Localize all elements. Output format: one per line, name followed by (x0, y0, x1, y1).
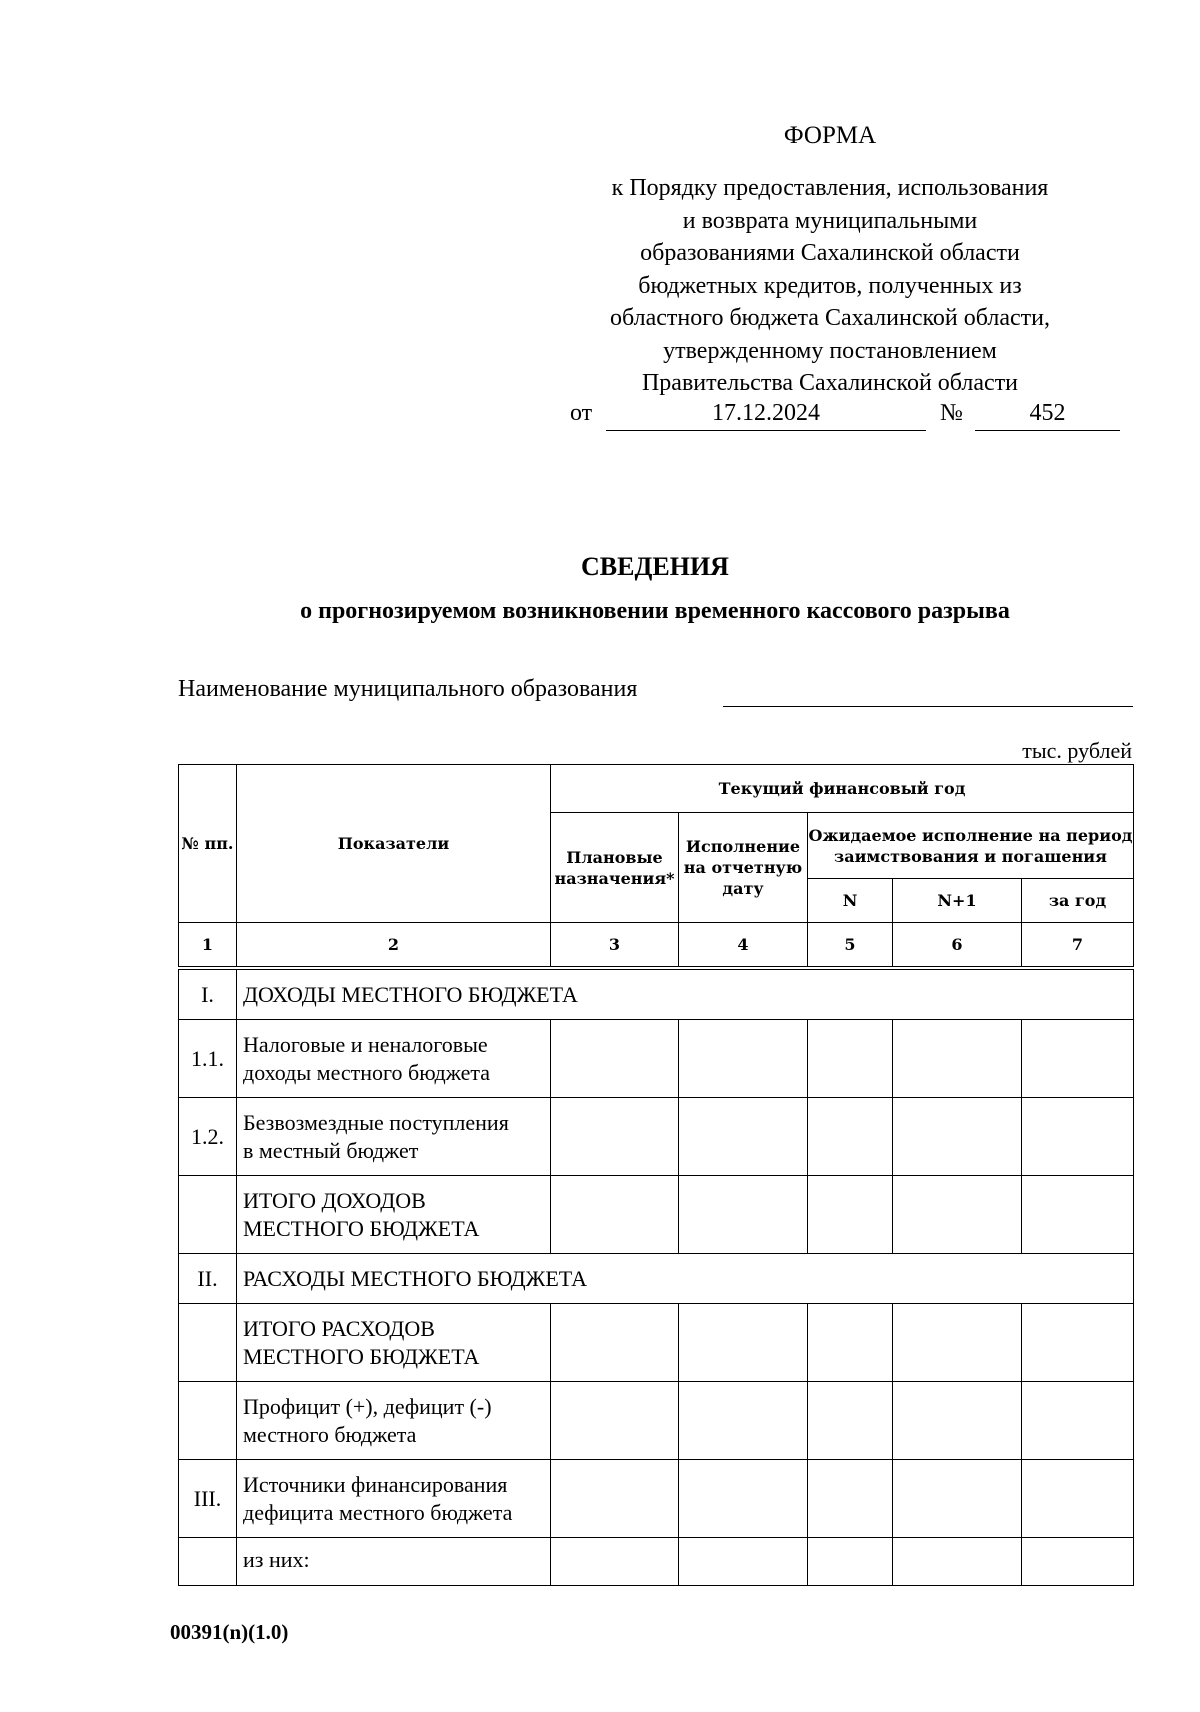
table-row (179, 1460, 1134, 1538)
column-number: 3 (551, 923, 679, 967)
value-cell[interactable] (893, 1176, 1022, 1254)
row-label-line: дефицита местного бюджета (243, 1499, 513, 1525)
resolution-date-line (570, 400, 1130, 436)
column-number: 4 (679, 923, 808, 967)
value-cell[interactable] (551, 1098, 679, 1176)
municipality-name-label: Наименование муниципального образования (178, 676, 638, 702)
value-cell[interactable] (808, 1020, 893, 1098)
row-label (237, 1098, 551, 1176)
header-current-year: Текущий финансовый год (551, 765, 1134, 813)
row-label-line: местного бюджета (243, 1421, 417, 1447)
reference-line: областного бюджета Сахалинской области, (610, 305, 1050, 331)
reference-line: Правительства Сахалинской области (641, 370, 1019, 396)
row-label-line: Источники финансирования (243, 1471, 508, 1497)
row-label (237, 1020, 551, 1098)
form-reference (560, 172, 1100, 400)
header-expected: Ожидаемое исполнение на период заимствования и погашения (808, 813, 1134, 879)
row-label-line: МЕСТНОГО БЮДЖЕТА (243, 1343, 480, 1369)
resolution-number: 452 (975, 400, 1120, 431)
value-cell[interactable] (893, 1460, 1022, 1538)
column-number: 6 (893, 923, 1022, 967)
row-label (237, 1382, 551, 1460)
header-year: за год (1022, 879, 1134, 923)
value-cell[interactable] (679, 1382, 808, 1460)
municipality-name-field[interactable] (723, 676, 1133, 707)
value-cell[interactable] (808, 1382, 893, 1460)
value-cell[interactable] (679, 1304, 808, 1382)
row-label-line: ИТОГО РАСХОДОВ (243, 1315, 435, 1341)
resolution-date: 17.12.2024 (606, 400, 926, 431)
form-label: ФОРМА (783, 122, 877, 149)
section-title: РАСХОДЫ МЕСТНОГО БЮДЖЕТА (237, 1254, 1134, 1304)
value-cell[interactable] (551, 1020, 679, 1098)
row-number (179, 1304, 237, 1382)
column-number: 1 (179, 923, 237, 967)
row-label-line: ИТОГО ДОХОДОВ (243, 1187, 426, 1213)
units-label: тыс. рублей (1022, 738, 1132, 763)
value-cell[interactable] (893, 1098, 1022, 1176)
header-n1: N+1 (893, 879, 1022, 923)
row-number: I. (179, 970, 237, 1020)
value-cell[interactable] (551, 1304, 679, 1382)
value-cell[interactable] (679, 1460, 808, 1538)
value-cell[interactable] (1022, 1176, 1134, 1254)
value-cell[interactable] (679, 1020, 808, 1098)
value-cell[interactable] (808, 1538, 893, 1586)
column-number: 2 (237, 923, 551, 967)
column-number: 5 (808, 923, 893, 967)
table-row (179, 1304, 1134, 1382)
row-label-line: Безвозмездные поступления (243, 1109, 509, 1135)
value-cell[interactable] (1022, 1382, 1134, 1460)
number-label: № (940, 400, 963, 426)
document-subtitle: о прогнозируемом возникновении временного кассового разрыва (300, 598, 1010, 624)
column-number: 7 (1022, 923, 1134, 967)
value-cell[interactable] (1022, 1020, 1134, 1098)
header-n: N (808, 879, 893, 923)
column-number-row (179, 923, 1134, 967)
reference-line: образованиями Сахалинской области (640, 240, 1020, 266)
reference-line: и возврата муниципальными (682, 207, 978, 234)
value-cell[interactable] (893, 1304, 1022, 1382)
section-title: ДОХОДЫ МЕСТНОГО БЮДЖЕТА (237, 970, 1134, 1020)
document-code: 00391(n)(1.0) (170, 1620, 289, 1644)
reference-line: к Порядку предоставления, использования (611, 175, 1049, 201)
row-number (179, 1538, 237, 1586)
row-label (237, 1176, 551, 1254)
cash-gap-table (178, 764, 1134, 1586)
row-label-line: в местный бюджет (243, 1137, 419, 1163)
value-cell[interactable] (1022, 1304, 1134, 1382)
document-title: СВЕДЕНИЯ (581, 552, 729, 581)
table-row (179, 1020, 1134, 1098)
reference-line: утвержденному постановлением (663, 337, 997, 364)
row-number (179, 1176, 237, 1254)
header-planned: Плановые назначения* (551, 813, 679, 923)
table-row (179, 1254, 1134, 1304)
row-number: 1.1. (179, 1020, 237, 1098)
value-cell[interactable] (1022, 1460, 1134, 1538)
table-row (179, 970, 1134, 1020)
value-cell[interactable] (679, 1538, 808, 1586)
header-col-indicator: Показатели (237, 765, 551, 923)
value-cell[interactable] (551, 1460, 679, 1538)
value-cell[interactable] (551, 1382, 679, 1460)
table-row (179, 1098, 1134, 1176)
row-label-line: доходы местного бюджета (243, 1059, 491, 1085)
value-cell[interactable] (551, 1176, 679, 1254)
row-number: 1.2. (179, 1098, 237, 1176)
header-col-number: № пп. (179, 765, 237, 923)
value-cell[interactable] (893, 1020, 1022, 1098)
date-label: от (570, 400, 593, 426)
value-cell[interactable] (893, 1538, 1022, 1586)
reference-line: бюджетных кредитов, полученных из (638, 272, 1022, 299)
row-label-line: МЕСТНОГО БЮДЖЕТА (243, 1215, 480, 1241)
value-cell[interactable] (893, 1382, 1022, 1460)
row-label-line: Налоговые и неналоговые (243, 1031, 488, 1057)
municipality-name-line (178, 676, 1133, 710)
row-label-line: Профицит (+), дефицит (-) (243, 1393, 492, 1419)
value-cell[interactable] (679, 1098, 808, 1176)
value-cell[interactable] (808, 1176, 893, 1254)
table-row (179, 1176, 1134, 1254)
value-cell[interactable] (551, 1538, 679, 1586)
value-cell[interactable] (808, 1460, 893, 1538)
value-cell[interactable] (1022, 1098, 1134, 1176)
row-number (179, 1382, 237, 1460)
value-cell[interactable] (1022, 1538, 1134, 1586)
value-cell[interactable] (808, 1304, 893, 1382)
row-number: III. (179, 1460, 237, 1538)
value-cell[interactable] (679, 1176, 808, 1254)
row-number: II. (179, 1254, 237, 1304)
row-label (237, 1304, 551, 1382)
table-row (179, 1538, 1134, 1586)
row-label: из них: (237, 1538, 551, 1586)
header-executed: Исполнение на отчетную дату (679, 813, 808, 923)
table-row (179, 1382, 1134, 1460)
row-label (237, 1460, 551, 1538)
value-cell[interactable] (808, 1098, 893, 1176)
